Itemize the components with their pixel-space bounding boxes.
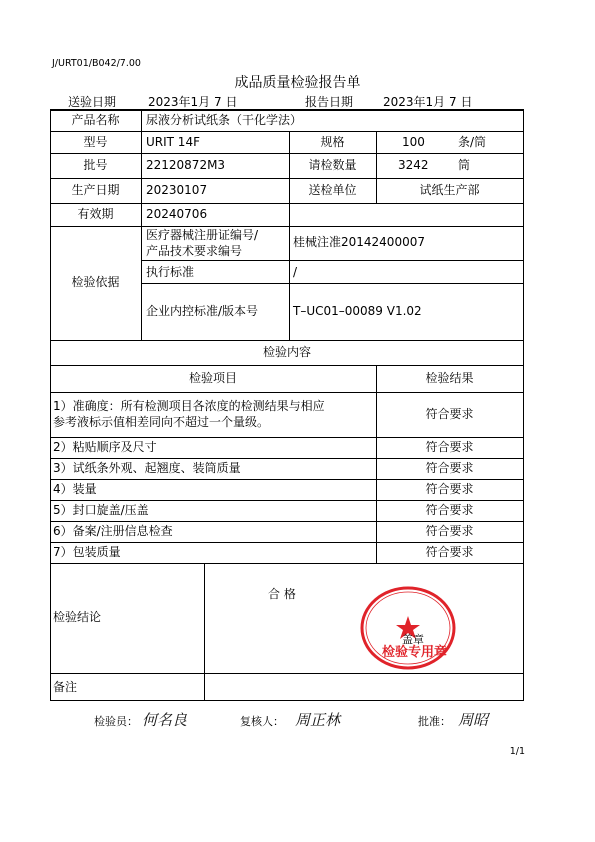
inspector-label: 检验员： [94,715,138,728]
approver-signature: 周昭 [458,711,489,729]
item-3-result: 符合要求 [425,461,474,475]
item-5-result: 符合要求 [425,503,474,517]
item-1-result: 符合要求 [425,407,474,421]
production-date-label: 生产日期 [71,183,120,197]
stamp-sub-text: 检验专用章 [382,645,448,660]
inspect-quantity-label: 请检数量 [308,158,357,172]
page-number: 1/1 [509,746,525,757]
item-4: 4）装量 [53,482,97,496]
item-7: 7）包装质量 [53,545,121,559]
registration-number: 桂械注准20142400007 [293,235,425,249]
approver-label: 批准： [418,715,451,728]
conclusion-value: 合 格 [268,587,296,601]
report-title: 成品质量检验报告单 [234,75,361,91]
document-code: J/URT01/B042/7.00 [52,58,141,69]
send-unit-label: 送检单位 [308,183,357,197]
batch-label: 批号 [83,158,108,172]
item-1-line1: 1）准确度：所有检测项目各浓度的检测结果与相应 [53,399,325,413]
batch-number: 22120872M3 [146,158,226,172]
remarks-label: 备注 [53,680,78,694]
standard-value: / [293,265,298,279]
production-date: 20230107 [146,183,208,197]
inspector-signature: 何名良 [142,711,188,729]
basis-label: 检验依据 [71,275,120,289]
send-date: 2023年1月 7 日 [148,95,238,109]
send-unit: 试纸生产部 [419,183,480,197]
model-label: 型号 [83,135,108,149]
registration-label-line1: 医疗器械注册证编号/ [146,228,259,242]
result-column-header: 检验结果 [425,371,474,385]
registration-label-line2: 产品技术要求编号 [146,244,243,258]
reviewer-signature: 周正林 [295,711,341,729]
item-2: 2）粘贴顺序及尺寸 [53,440,157,454]
item-column-header: 检验项目 [188,371,237,385]
stamp-overlay-text: 盖章 [402,633,424,646]
send-date-label: 送验日期 [68,95,117,109]
report-date-label: 报告日期 [305,95,354,109]
item-6: 6）备案/注册信息检查 [53,524,173,538]
item-3: 3）试纸条外观、起翘度、装筒质量 [53,461,241,475]
internal-standard-value: T–UC01–00089 V1.02 [293,304,422,318]
inspect-quantity: 3242 [398,158,429,172]
item-5: 5）封口旋盖/压盖 [53,503,149,517]
product-name: 尿液分析试纸条（干化学法） [146,113,303,127]
spec-unit: 条/筒 [458,135,487,149]
reviewer-label: 复核人： [240,715,284,728]
conclusion-label: 检验结论 [53,610,102,624]
item-2-result: 符合要求 [425,440,474,454]
item-6-result: 符合要求 [425,524,474,538]
internal-standard-label: 企业内控标准/版本号 [146,304,259,318]
standard-label: 执行标准 [146,265,195,279]
report-date: 2023年1月 7 日 [383,95,473,109]
expiry-date: 20240706 [146,207,208,221]
item-7-result: 符合要求 [425,545,474,559]
expiry-label: 有效期 [77,207,114,221]
spec-quantity: 100 [402,135,425,149]
item-1-line2: 参考液标示值相差同向不超过一个量级。 [53,415,270,429]
product-name-label: 产品名称 [71,113,120,127]
inspect-quantity-unit: 筒 [458,158,471,172]
spec-label: 规格 [320,135,345,149]
model-value: URIT 14F [146,135,200,149]
content-section-title: 检验内容 [262,345,311,359]
item-4-result: 符合要求 [425,482,474,496]
